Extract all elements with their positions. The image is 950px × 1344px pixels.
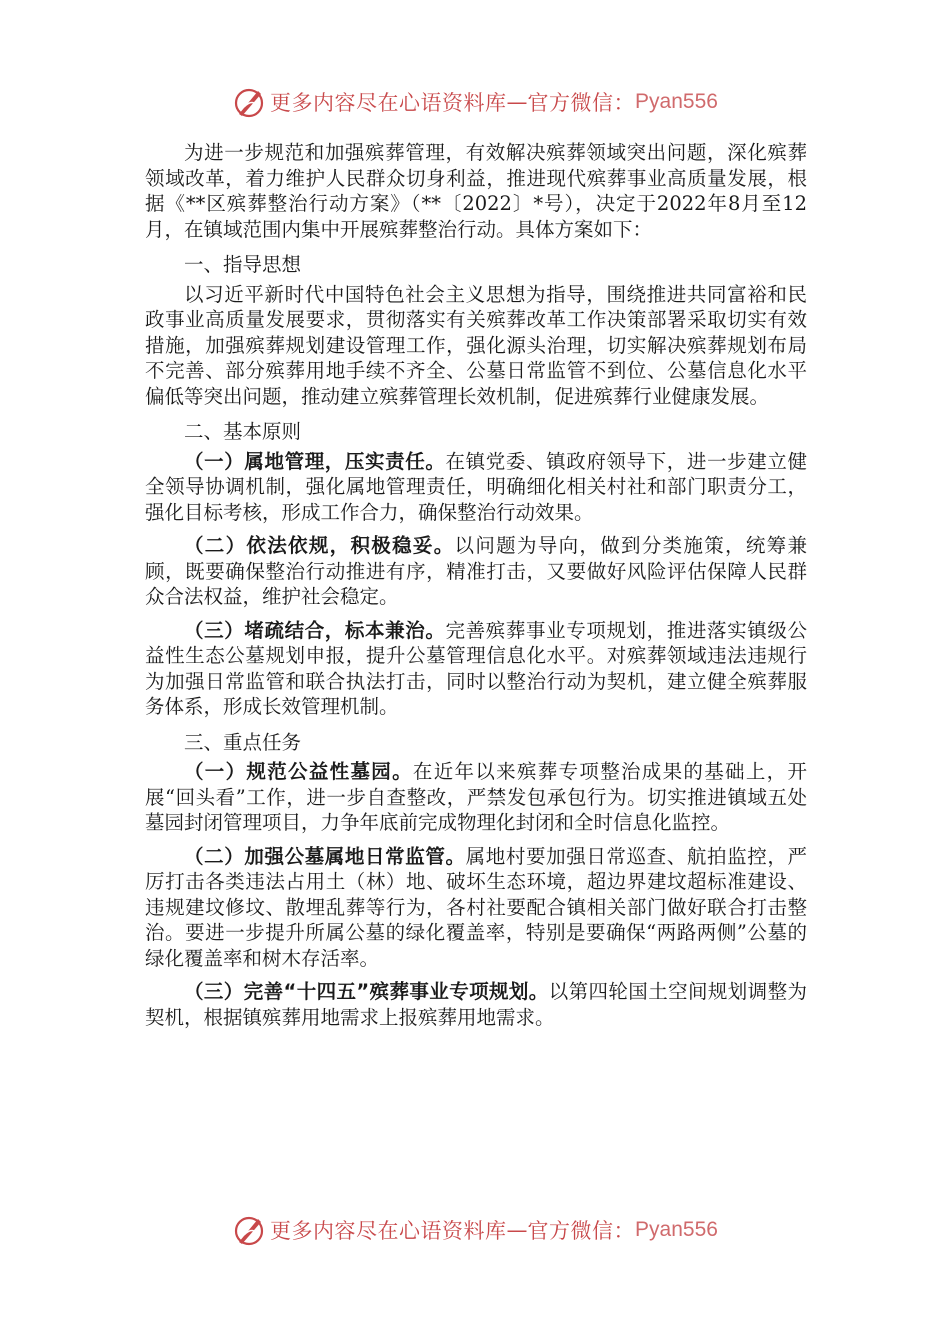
body-paragraph: 以习近平新时代中国特色社会主义思想为指导，围绕推进共同富裕和民政事业高质量发展要求，贯彻落实有关殡葬改革工作决策部署采取切实有效措施，加强殡葬规划建设管理工作，强化源头治理，切实解决殡葬规划布局不完善、部分殡葬用地手续不齐全、公墓日常监管不到位、公墓信息化水平偏低等突出问题，推动建立殡葬管理长效机制，促进殡葬行业健康发展。 — [145, 282, 807, 408]
quill-pen-logo-icon — [232, 85, 266, 119]
document-body — [145, 140, 807, 1030]
body-paragraph: （二）依法依规，积极稳妥。以问题为导向，做到分类施策，统筹兼顾，既要确保整治行动推进有序，精准打击，又要做好风险评估保障人民群众合法权益，维护社会稳定。 — [145, 534, 807, 608]
quill-pen-logo-icon — [232, 1213, 266, 1247]
banner-text: 更多内容尽在心语资料库 — [270, 1219, 507, 1243]
banner-dash: — — [506, 1218, 528, 1242]
body-paragraph: （一）规范公益性墓园。在近年以来殡葬专项整治成果的基础上，开展“回头看”工作，进一步自查整改，严禁发包承包行为。切实推进镇域五处墓园封闭管理项目，力争年底前完成物理化封闭和全时信息化监控。 — [145, 760, 807, 834]
intro-paragraph: 为进一步规范和加强殡葬管理，有效解决殡葬领域突出问题，深化殡葬领域改革，着力维护人民群众切身利益，推进现代殡葬事业高质量发展，根据《**区殡葬整治行动方案》（**〔2022〕*号），决定于2022年8月至12月，在镇域范围内集中开展殡葬整治行动。具体方案如下： — [145, 141, 807, 241]
section-heading: 三、重点任务 — [184, 730, 302, 754]
body-paragraph: （三）堵疏结合，标本兼治。完善殡葬事业专项规划，推进落实镇级公益性生态公墓规划申报，提升公墓管理信息化水平。对殡葬领域违法违规行为加强日常监管和联合执法打击，同时以整治行动为契机，建立健全殡葬服务体系，形成长效管理机制。 — [145, 618, 807, 718]
footer-banner — [0, 1210, 950, 1250]
paragraph-lead: （二）加强公墓属地日常监管。 — [184, 844, 466, 868]
banner-suffix: 官方微信： — [527, 91, 636, 115]
section-heading: 一、指导思想 — [184, 253, 302, 276]
header-banner — [0, 82, 950, 122]
paragraph-lead: （三）堵疏结合，标本兼治。 — [184, 618, 446, 642]
paragraph-lead: （二）依法依规，积极稳妥。 — [184, 534, 455, 557]
banner-text: 更多内容尽在心语资料库 — [270, 91, 507, 115]
banner-wechat-id: Pyan556 — [635, 90, 718, 113]
paragraph-lead: （三）完善“十四五”殡葬事业专项规划。 — [184, 980, 549, 1003]
body-paragraph: （一）属地管理，压实责任。在镇党委、镇政府领导下，进一步建立健全领导协调机制，强化属地管理责任，明确细化相关村社和部门职责分工，强化目标考核，形成工作合力，确保整治行动效果。 — [145, 449, 807, 524]
body-paragraph: （二）加强公墓属地日常监管。属地村要加强日常巡查、航拍监控，严厉打击各类违法占用土（林）地、破坏生态环境，超边界建坟超标准建设、违规建坟修坟、散埋乱葬等行为，各村社要配合镇相关部门做好联合打击整治。要进一步提升所属公墓的绿化覆盖率，特别是要确保“两路两侧”公墓的绿化覆盖率和树木存活率。 — [145, 844, 807, 970]
banner-dash: — — [506, 90, 528, 114]
paragraph-lead: （一）规范公益性墓园。 — [184, 760, 413, 783]
body-paragraph: （三）完善“十四五”殡葬事业专项规划。以第四轮国土空间规划调整为契机，根据镇殡葬用地需求上报殡葬用地需求。 — [145, 980, 807, 1029]
banner-suffix: 官方微信： — [527, 1219, 636, 1243]
paragraph-lead: （一）属地管理，压实责任。 — [184, 449, 446, 473]
section-heading: 二、基本原则 — [184, 420, 302, 443]
banner-wechat-id: Pyan556 — [635, 1218, 718, 1241]
